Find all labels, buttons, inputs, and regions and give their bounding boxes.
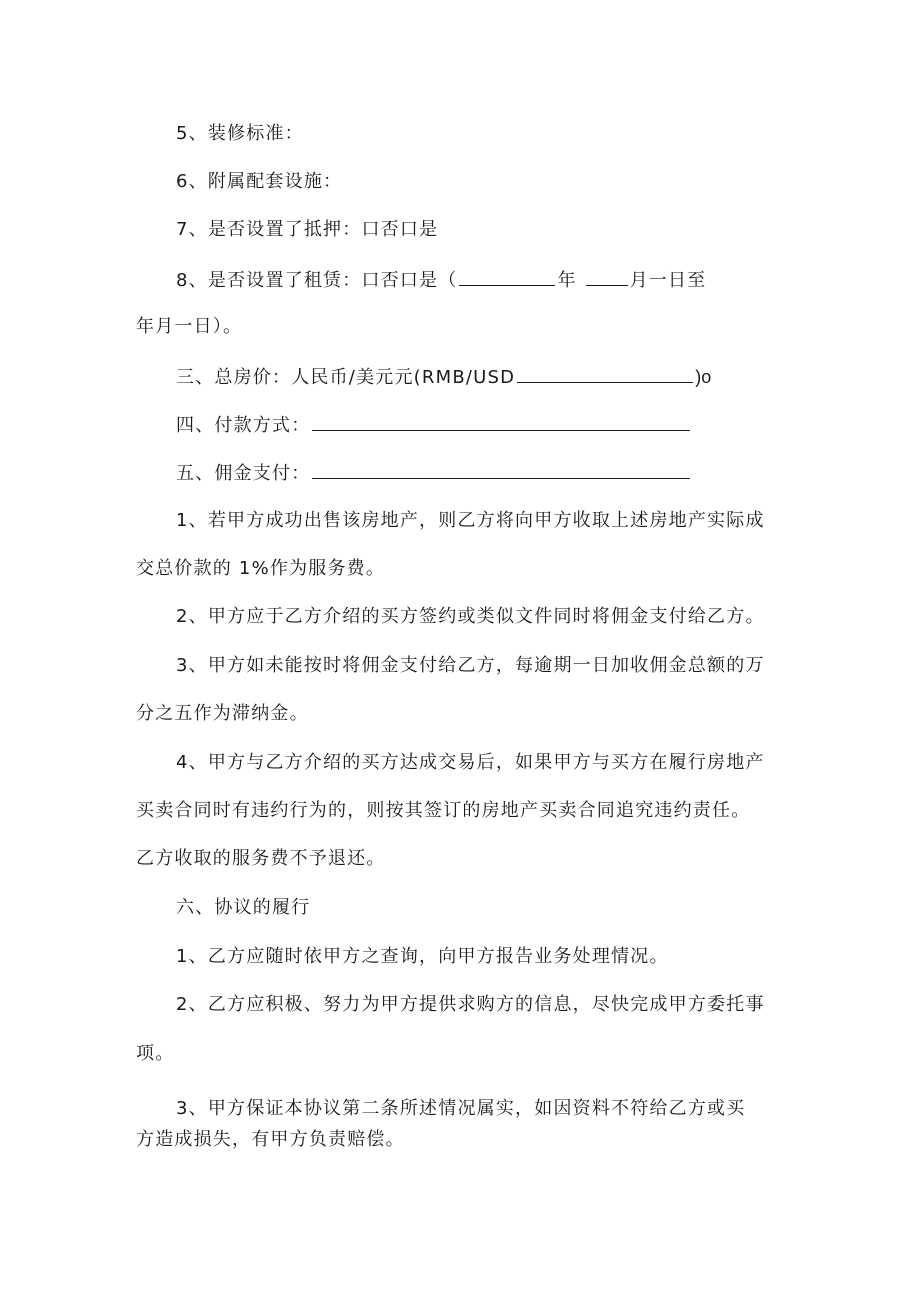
performance-clause-2-cont: 项。 bbox=[136, 1043, 175, 1064]
total-price-end: )o bbox=[695, 367, 712, 387]
item-7-mortgage: 7、是否设置了抵押：口否口是 bbox=[176, 219, 439, 240]
performance-clause-2: 2、乙方应积极、努力为甲方提供求购方的信息，尽快完成甲方委托事 bbox=[176, 994, 765, 1015]
commission-label: 五、佣金支付： bbox=[176, 463, 311, 484]
year-label: 年 bbox=[557, 270, 577, 291]
payment-method-label: 四、付款方式： bbox=[176, 415, 311, 436]
year-blank bbox=[459, 267, 555, 286]
month-blank bbox=[586, 267, 628, 286]
performance-clause-1: 1、乙方应随时依甲方之查询，向甲方报告业务处理情况。 bbox=[176, 946, 669, 967]
performance-clause-3: 3、甲方保证本协议第二条所述情况属实，如因资料不符给乙方或买 bbox=[176, 1098, 746, 1119]
commission-clause-3-cont: 分之五作为滞纳金。 bbox=[136, 703, 309, 724]
month-day-label: 月一日至 bbox=[629, 270, 707, 291]
item-8-lease-text: 8、是否设置了租赁：口否口是（ bbox=[176, 270, 458, 291]
commission-clause-1: 1、若甲方成功出售该房地产，则乙方将向甲方收取上述房地产实际成 bbox=[176, 510, 765, 531]
item-8-lease-cont: 年月一日）。 bbox=[136, 316, 243, 337]
commission-clause-4-cont-2: 乙方收取的服务费不予退还。 bbox=[136, 848, 386, 869]
total-price-blank bbox=[517, 364, 693, 383]
total-price-text: 三、总房价：人民币/美元元(RMB/USD bbox=[176, 367, 516, 388]
commission-clause-4-cont: 买卖合同时有违约行为的，则按其签订的房地产买卖合同追究违约责任。 bbox=[136, 800, 751, 821]
performance-clause-3-cont: 方造成损失，有甲方负责赔偿。 bbox=[136, 1129, 405, 1150]
item-6-facilities: 6、附属配套设施： bbox=[176, 171, 343, 192]
commission-clause-3: 3、甲方如未能按时将佣金支付给乙方，每逾期一日加收佣金总额的万 bbox=[176, 655, 765, 676]
commission-clause-4: 4、甲方与乙方介绍的买方达成交易后，如果甲方与买方在履行房地产 bbox=[176, 752, 765, 773]
item-5-decoration-standard: 5、装修标准： bbox=[176, 123, 304, 144]
commission-clause-1-cont: 交总价款的 1%作为服务费。 bbox=[136, 558, 386, 579]
section-6-heading: 六、协议的履行 bbox=[176, 897, 311, 918]
section-4-payment-method bbox=[176, 412, 692, 438]
section-3-total-price bbox=[176, 364, 711, 390]
item-8-lease bbox=[176, 267, 706, 293]
commission-clause-2: 2、甲方应于乙方介绍的买方签约或类似文件同时将佣金支付给乙方。 bbox=[176, 606, 765, 627]
section-5-commission bbox=[176, 460, 692, 486]
payment-method-blank bbox=[312, 412, 690, 431]
commission-blank bbox=[312, 460, 690, 479]
